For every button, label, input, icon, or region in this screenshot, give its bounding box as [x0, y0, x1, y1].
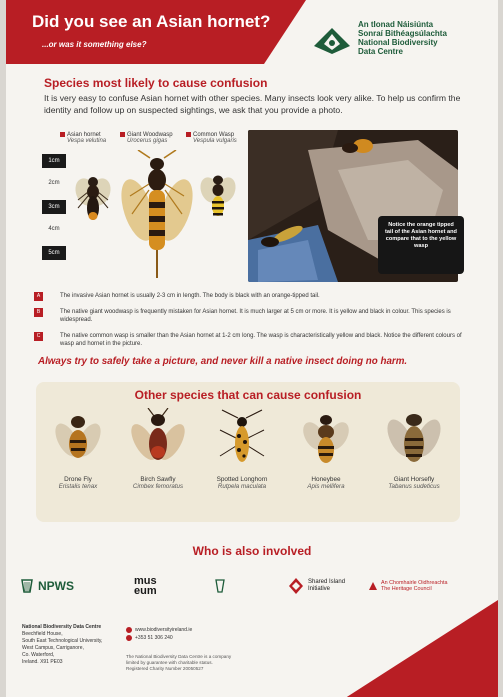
heritage-council-logo [368, 568, 448, 604]
species-sci-name: Cimbex femoratus [132, 483, 184, 490]
legend-label: Giant Woodwasp [127, 132, 173, 139]
species-sci-name: Tabanus sudeticus [388, 483, 440, 490]
org-line-english-1: National Biodiversity [358, 38, 438, 47]
phone-number: +353 51 306 240 [135, 635, 173, 641]
poster [6, 0, 498, 697]
scale-label: 5cm [42, 246, 66, 260]
honeybee-icon [298, 408, 354, 470]
scale-label: 3cm [42, 200, 66, 214]
species-honeybee [286, 408, 366, 490]
fact-letter: A [34, 292, 43, 301]
org-line-irish-2: Sonraí Bithéagsúlachta [358, 29, 447, 38]
address-org: National Biodiversity Data Centre [22, 624, 102, 630]
address-block [22, 624, 102, 666]
shared-island-logo [288, 568, 345, 604]
fact-item [34, 308, 474, 324]
fact-text: The invasive Asian hornet is usually 2-3 cm in length. The body is black with an orange-tipped tail. [60, 293, 320, 299]
species-giant-horsefly [374, 408, 454, 490]
website-row[interactable] [126, 626, 192, 634]
giant-horsefly-icon [384, 408, 444, 470]
legend-sci: Vespula vulgaris [193, 138, 237, 145]
species-drone-fly [38, 408, 118, 490]
fact-letter: C [34, 332, 43, 341]
fact-item [34, 332, 474, 348]
address-line: Ireland. X91 PE03 [22, 659, 63, 665]
legend-swatch [60, 132, 65, 137]
common-wasp-illustration [196, 170, 240, 224]
shared-island-line: Initiative [308, 586, 331, 592]
drone-fly-icon [51, 408, 105, 470]
heritage-line: An Chomhairle Oidhreachta [381, 579, 448, 586]
address-line: South East Technological University, [22, 638, 103, 644]
scale-4cm [42, 226, 66, 232]
legend-label: Common Wasp [193, 132, 235, 139]
scale-label: 4cm [48, 226, 60, 232]
address-line: West Campus, Carriganore, [22, 645, 84, 651]
address-line: Co. Waterford, [22, 652, 55, 658]
other-species-heading: Other species that can cause confusion [134, 388, 362, 402]
species-name: Honeybee [311, 476, 341, 483]
confusion-heading: Species most likely to cause confusion [44, 76, 268, 90]
ndc-logo-icon [310, 24, 354, 56]
scale-label: 1cm [42, 154, 66, 168]
header-band [6, 0, 306, 64]
spotted-longhorn-icon [212, 408, 272, 470]
org-line-irish-1: An tIonad Náisiúnta [358, 20, 434, 29]
legend-swatch [186, 132, 191, 137]
species-name: Spotted Longhorn [216, 476, 268, 483]
legend-giant-woodwasp [120, 132, 173, 144]
giant-woodwasp-illustration [116, 150, 198, 280]
species-spotted-longhorn [202, 408, 282, 490]
species-sci-name: Apis mellifera [307, 483, 345, 490]
page-title: Did you see an Asian hornet? [32, 12, 271, 31]
legend-common-wasp [186, 132, 237, 144]
page-subtitle: ...or was it something else? [42, 40, 147, 49]
npws-logo [20, 568, 74, 604]
species-sci-name: Rutpela maculata [217, 483, 267, 490]
harp-icon [20, 578, 34, 594]
legend-label: Asian hornet [67, 132, 101, 139]
fact-text: The native common wasp is smaller than the Asian hornet at 1-2 cm long. The wasp is characteristically yellow and black. Notice the different colours of wasp and hornet in the picture. [60, 333, 462, 347]
shared-island-line: Shared Island [308, 579, 346, 585]
website-link[interactable]: www.biodiversityireland.ie [135, 627, 193, 633]
heritage-text [381, 580, 448, 593]
museum-logo [134, 568, 158, 604]
legend-sci: Vespa velutina [67, 138, 107, 145]
charity-notice: The National Biodiversity Data Centre is a company limited by guarantee with charitable status. Registered Charity Number 20050527 [126, 654, 232, 671]
partner-logos [6, 568, 498, 604]
scale-2cm [42, 180, 66, 186]
fact-letter: B [34, 308, 43, 317]
shared-island-icon [288, 577, 304, 595]
org-line-english-2: Data Centre [358, 47, 403, 56]
gov-dept-logo [214, 568, 226, 604]
scale-1cm [42, 154, 66, 168]
phone-icon [126, 635, 132, 641]
legend-asian-hornet [60, 132, 106, 144]
always-message: Always try to safely take a picture, and never kill a native insect doing no harm. [38, 356, 408, 367]
species-name: Birch Sawfly [140, 476, 176, 483]
footer-band [288, 600, 498, 697]
species-name: Drone Fly [64, 476, 92, 483]
fact-item [34, 292, 474, 300]
asian-hornet-illustration [70, 170, 116, 232]
species-birch-sawfly [118, 408, 198, 490]
legend-swatch [120, 132, 125, 137]
org-name [358, 20, 447, 56]
address-line: Beechfield House, [22, 631, 63, 637]
notice-callout: Notice the orange tipped tail of the Asian hornet and compare that to the yellow wasp [378, 216, 464, 274]
confusion-intro: It is very easy to confuse Asian hornet with other species. Many insects look very alike. To help us confirm the identity and follow up on suspected sightings, we ask that you provide a photo. [44, 93, 461, 115]
globe-icon [126, 627, 132, 633]
shared-island-text [308, 579, 345, 593]
scale-3cm [42, 200, 66, 214]
contact-block [126, 626, 192, 642]
heritage-icon [368, 581, 378, 591]
legend-sci: Urocerus gigas [127, 138, 168, 145]
npws-wordmark: NPWS [38, 579, 74, 593]
scale-5cm [42, 246, 66, 260]
birch-sawfly-icon [128, 408, 188, 470]
other-species-panel [36, 382, 460, 522]
species-sci-name: Eristalis tenax [58, 483, 98, 490]
heritage-line: The Heritage Council [381, 586, 432, 592]
harp-icon [214, 578, 226, 594]
scale-label: 2cm [48, 180, 60, 186]
involved-heading: Who is also involved [192, 544, 312, 558]
phone-row [126, 634, 192, 642]
museum-wordmark: mus eum [134, 575, 157, 597]
species-name: Giant Horsefly [393, 476, 435, 483]
fact-text: The native giant woodwasp is frequently mistaken for Asian hornet. It is much larger at 5 cm or more. It is yellow and black in colour. This species is widespread. [60, 309, 451, 323]
